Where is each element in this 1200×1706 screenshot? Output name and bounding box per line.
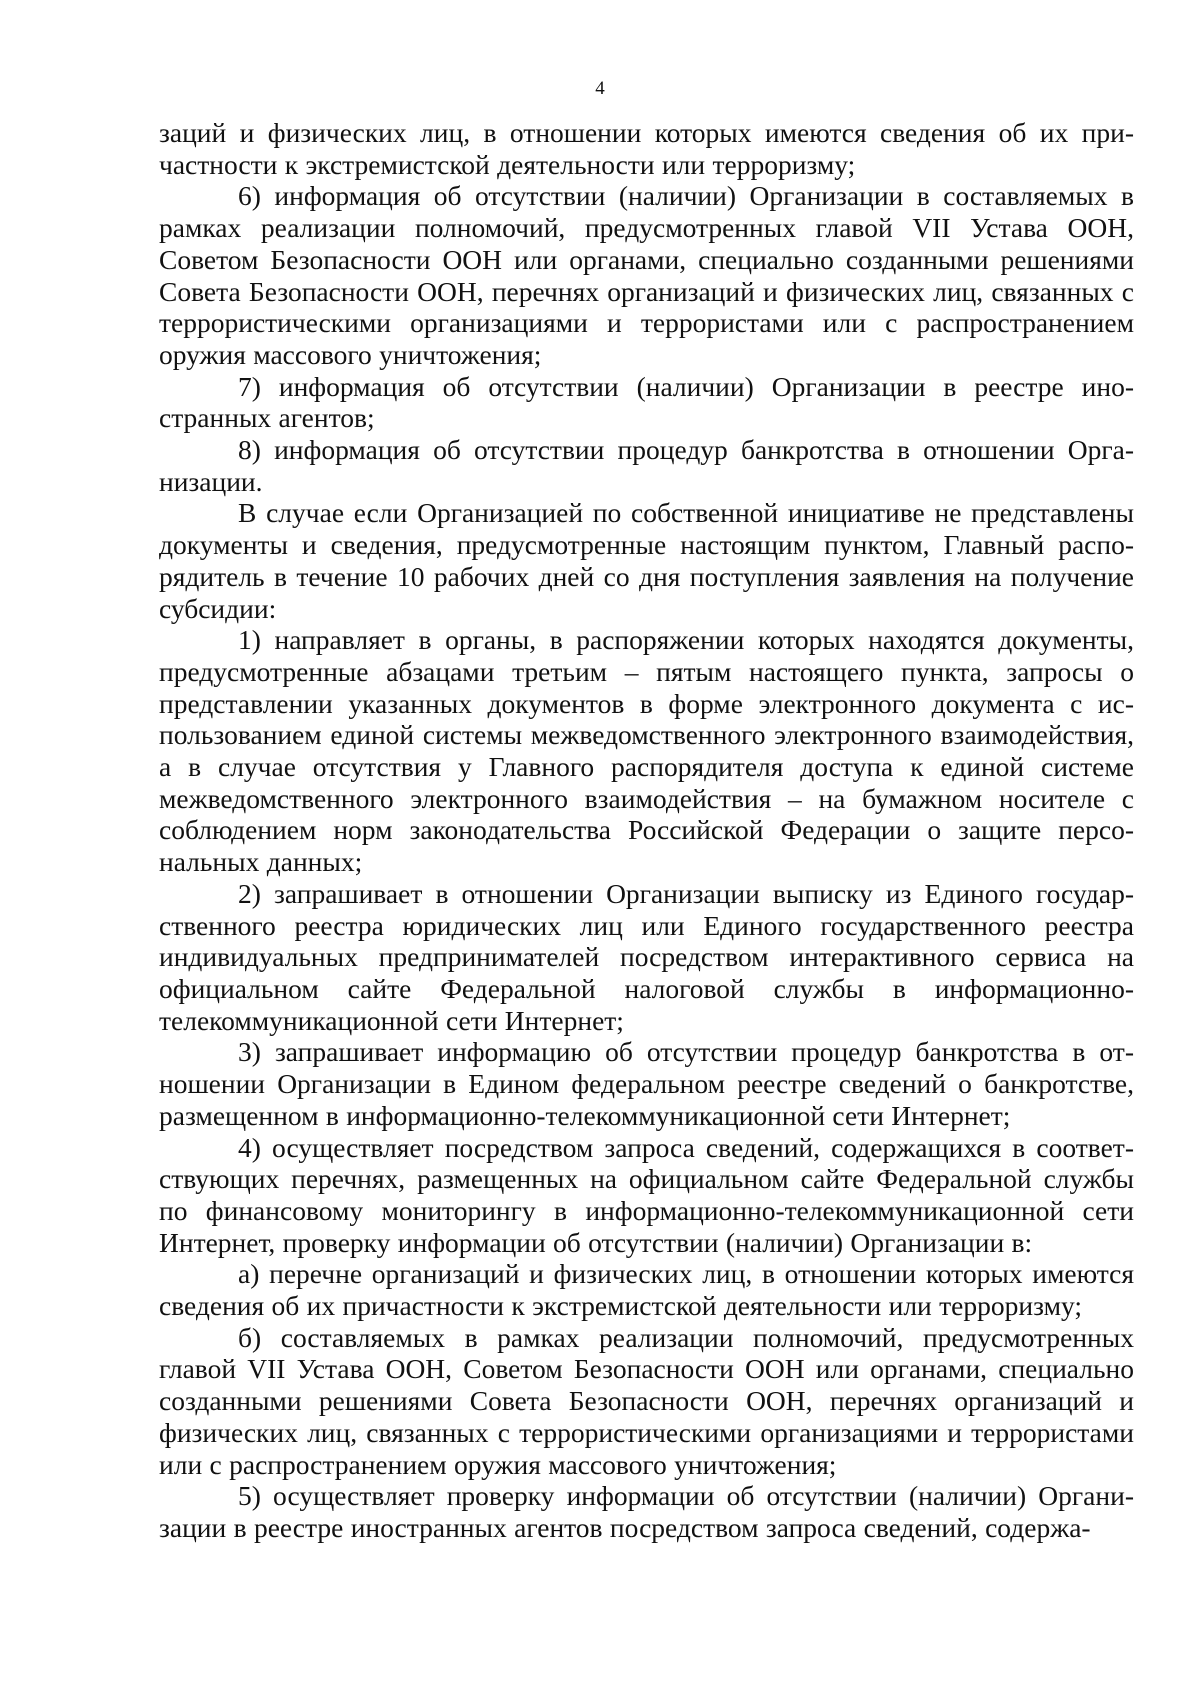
paragraph-continuation: заций и физических лиц, в отношении которых имеются сведения об их причастности к экстремистской деятельности или терроризму; <box>159 117 1134 180</box>
paragraph-item-7: 7) информация об отсутствии (наличии) Организации в реестре иностранных агентов; <box>159 370 1134 434</box>
paragraph-item-8: 8) информация об отсутствии процедур банкротства в отношении Организации. <box>159 434 1134 497</box>
paragraph-step-3: 3) запрашивает информацию об отсутствии процедур банкротства в отношении Организации в Едином федеральном реестре сведений о банкротстве, размещенном в информационно-телекоммуникационной сети Интернет; <box>159 1036 1134 1131</box>
paragraph-step-4a: а) перечне организаций и физических лиц, в отношении которых имеются сведения об их причастности к экстремистской деятельности или терроризму; <box>159 1258 1134 1322</box>
paragraph-step-4: 4) осуществляет посредством запроса сведений, содержащихся в соответствующих перечнях, размещенных на официальном сайте Федеральной службы по финансовому мониторингу в информационно-телекоммуникационной сети Интернет, проверку информации об отсутствии (наличии) Организации в: <box>159 1131 1134 1258</box>
paragraph-item-6: 6) информация об отсутствии (наличии) Организации в составляемых в рамках реализации полномочий, предусмотренных главой VII Устава ООН, Советом Безопасности ООН или органами, специально созданными решениями Совета Безопасности ООН, перечнях организаций и физических лиц, связанных с террористическими организациями и террористами или с распространением оружия массового уничтожения; <box>159 180 1134 370</box>
paragraph-step-2: 2) запрашивает в отношении Организации выписку из Единого государственного реестра юридических лиц или Единого государственного реестра индивидуальных предпринимателей посредством интерактивного сервиса на официальном сайте Федеральной налоговой службы в информационно-телекоммуникационной сети Интернет; <box>159 877 1134 1036</box>
page-number: 4 <box>595 78 605 99</box>
paragraph-step-5: 5) осуществляет проверку информации об отсутствии (наличии) Организации в реестре иностранных агентов посредством запроса сведений, содержа- <box>159 1480 1134 1543</box>
paragraph-step-1: 1) направляет в органы, в распоряжении которых находятся документы, предусмотренные абзацами третьим – пятым настоящего пункта, запросы о представлении указанных документов в форме электронного документа с использованием единой системы межведомственного электронного взаимодействия, а в случае отсутствия у Главного распорядителя доступа к единой системе межведомственного электронного взаимодействия – на бумажном носителе с соблюдением норм законодательства Российской Федерации о защите персональных данных; <box>159 624 1134 878</box>
paragraph-step-4b: б) составляемых в рамках реализации полномочий, предусмотренных главой VII Устава ООН, Советом Безопасности ООН или органами, специально созданными решениями Совета Безопасности ООН, перечнях организаций и физических лиц, связанных с террористическими организациями и террористами или с распространением оружия массового уничтожения; <box>159 1321 1134 1480</box>
body-text <box>159 117 1134 1544</box>
paragraph-if-not-submitted: В случае если Организацией по собственной инициативе не представлены документы и сведения, предусмотренные настоящим пунктом, Главный распорядитель в течение 10 рабочих дней со дня поступления заявления на получение субсидии: <box>159 497 1134 624</box>
